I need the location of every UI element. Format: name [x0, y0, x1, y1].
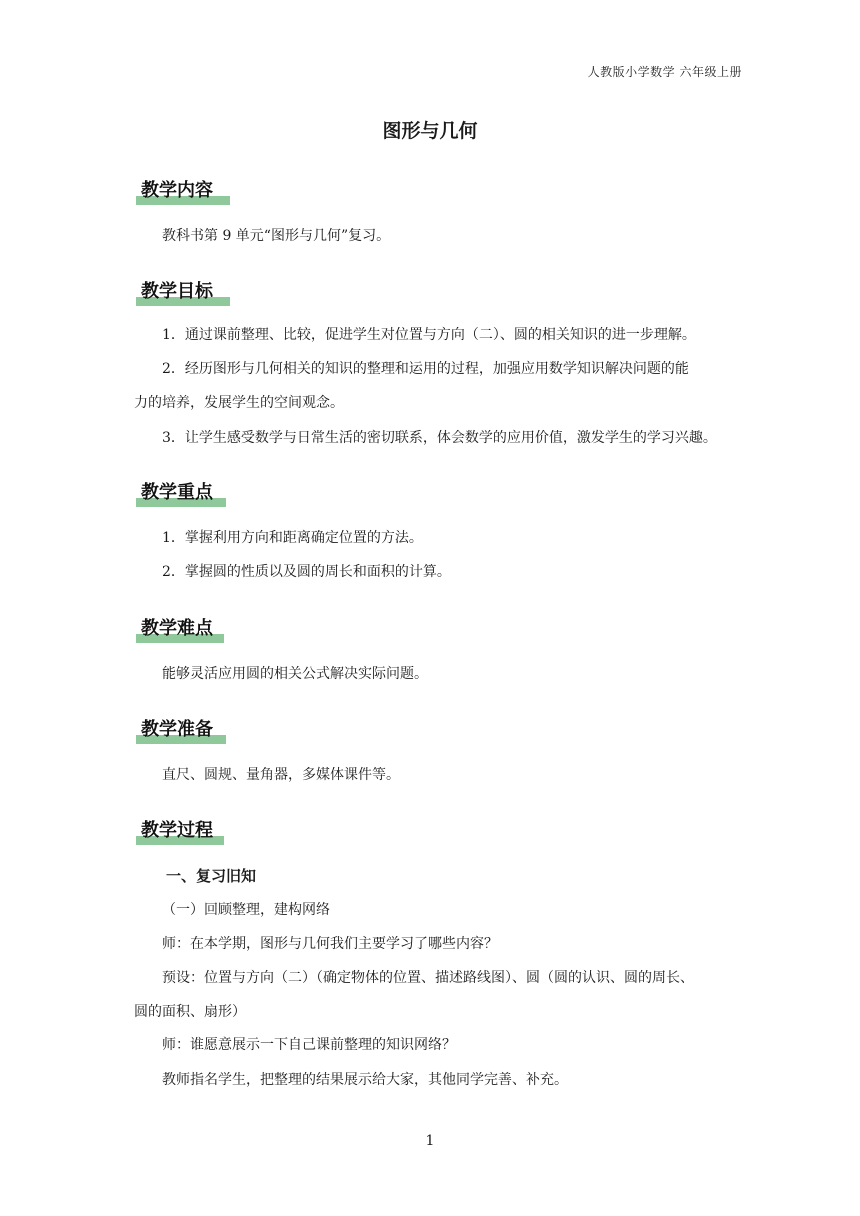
content-line: 教科书第 9 单元“图形与几何”复习。 [162, 228, 391, 244]
process-line: 师：谁愿意展示一下自己课前整理的知识网络？ [162, 1037, 456, 1053]
section-heading-difficulties [136, 614, 213, 644]
preparation-line: 直尺、圆规、量角器，多媒体课件等。 [162, 767, 400, 783]
section-heading-label: 教学准备 [141, 719, 213, 740]
section-heading-process [136, 816, 213, 846]
process-line: 师：在本学期，图形与几何我们主要学习了哪些内容？ [162, 936, 498, 952]
process-line: 教师指名学生，把整理的结果展示给大家，其他同学完善、补充。 [162, 1072, 568, 1088]
section-heading-label: 教学过程 [141, 820, 213, 841]
key-point-line: 1．掌握利用方向和距离确定位置的方法。 [162, 530, 423, 546]
goal-line: 3．让学生感受数学与日常生活的密切联系，体会数学的应用价值，激发学生的学习兴趣。 [162, 430, 717, 446]
section-heading-content [136, 176, 213, 206]
section-heading-key-points [136, 478, 213, 508]
section-heading-label: 教学难点 [141, 618, 213, 639]
process-line: （一）回顾整理，建构网络 [162, 902, 330, 918]
difficulty-line: 能够灵活应用圆的相关公式解决实际问题。 [162, 666, 428, 682]
process-line: 圆的面积、扇形） [134, 1004, 246, 1020]
goal-line: 1．通过课前整理、比较，促进学生对位置与方向（二）、圆的相关知识的进一步理解。 [162, 327, 696, 343]
process-subheading: 一、复习旧知 [166, 867, 257, 885]
section-heading-label: 教学目标 [141, 281, 213, 302]
document-title: 图形与几何 [382, 120, 478, 142]
key-point-line: 2．掌握圆的性质以及圆的周长和面积的计算。 [162, 564, 451, 580]
goal-line: 2．经历图形与几何相关的知识的整理和运用的过程，加强应用数学知识解决问题的能 [162, 361, 689, 377]
header-note: 人教版小学数学 六年级上册 [587, 65, 742, 79]
process-line: 预设：位置与方向（二）（确定物体的位置、描述路线图）、圆（圆的认识、圆的周长、 [162, 970, 694, 986]
section-heading-preparation [136, 715, 213, 745]
section-heading-label: 教学内容 [141, 180, 213, 201]
section-heading-label: 教学重点 [141, 482, 213, 503]
page-number: 1 [425, 1133, 435, 1149]
section-heading-goals [136, 277, 213, 307]
goal-line: 力的培养，发展学生的空间观念。 [134, 395, 344, 411]
